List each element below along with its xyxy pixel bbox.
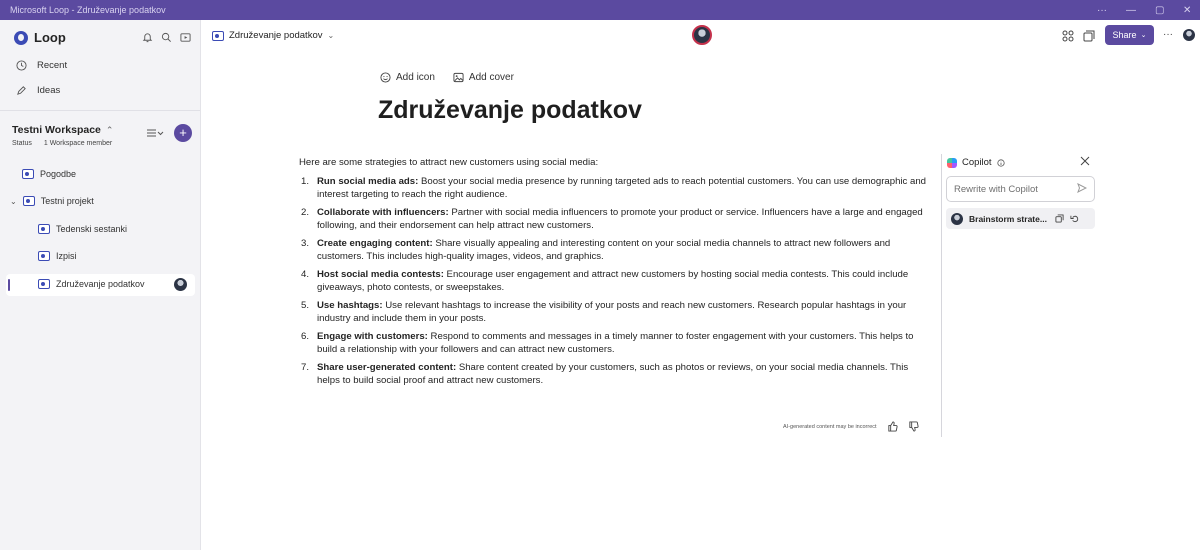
loop-page-icon	[212, 31, 224, 41]
sidebar-item-label: Recent	[37, 60, 68, 71]
ai-disclaimer-row	[783, 421, 919, 432]
share-button[interactable]	[1105, 25, 1154, 45]
list-number: 3.	[301, 238, 310, 249]
avatar	[951, 213, 963, 225]
collaborator-avatar[interactable]	[174, 278, 187, 291]
loop-page-icon	[23, 196, 35, 206]
apps-icon[interactable]	[1062, 30, 1074, 42]
bell-icon[interactable]	[142, 32, 153, 43]
tree-item-label: Pogodbe	[40, 169, 77, 179]
chevron-updown-icon: ⌃	[105, 124, 114, 135]
add-cover-button[interactable]	[453, 72, 514, 83]
list-item-text: Use relevant hashtags to increase the visibility of your posts and reach new customers. Research popular hashtags in your industry and include them in your posts.	[317, 300, 907, 324]
app-logo[interactable]	[14, 30, 66, 45]
sidebar	[0, 20, 201, 550]
list-number: 4.	[301, 269, 310, 280]
app-name: Loop	[34, 30, 66, 45]
image-icon	[453, 72, 464, 83]
workspace-members[interactable]: 1 Workspace member	[43, 140, 113, 147]
list-number: 1.	[301, 176, 310, 187]
list-number: 5.	[301, 300, 310, 311]
sidebar-top-actions	[142, 32, 191, 43]
strategy-list	[299, 175, 929, 387]
copilot-history-label: Brainstorm strate...	[969, 213, 1047, 224]
copilot-history-item[interactable]	[946, 208, 1095, 229]
tree-item-label: Tedenski sestanki	[56, 224, 128, 234]
workspace-switcher[interactable]	[12, 124, 113, 136]
list-item-heading: Share user-generated content:	[317, 362, 457, 373]
sidebar-item-ideas[interactable]	[16, 85, 60, 96]
add-cover-label: Add cover	[468, 72, 514, 83]
tree-item-izpisi[interactable]	[38, 251, 77, 261]
close-icon[interactable]	[1080, 156, 1090, 166]
thumbs-down-icon[interactable]	[908, 421, 919, 432]
copilot-title: Copilot	[962, 157, 992, 168]
media-icon[interactable]	[180, 32, 191, 43]
list-item-text: Respond to comments and messages in a timely manner to foster engagement with your customers. This helps to build a relationship with your followers and can attract new customers.	[317, 331, 914, 355]
list-item	[299, 175, 929, 201]
list-item	[299, 237, 929, 263]
list-item-heading: Collaborate with influencers:	[317, 207, 449, 218]
selected-indicator	[8, 279, 10, 291]
list-item	[299, 206, 929, 232]
tree-item-tedenski-sestanki[interactable]	[38, 224, 127, 234]
list-item	[299, 299, 929, 325]
content-intro: Here are some strategies to attract new customers using social media:	[299, 157, 599, 168]
info-icon[interactable]	[997, 159, 1005, 167]
sidebar-divider	[0, 110, 200, 111]
copilot-divider	[941, 154, 942, 437]
add-icon-button[interactable]	[380, 72, 435, 83]
window-close-button[interactable]: ✕	[1183, 4, 1192, 16]
page-breadcrumb[interactable]	[212, 30, 334, 41]
window-maximize-button[interactable]: ▢	[1155, 4, 1165, 16]
window-minimize-button[interactable]: —	[1126, 4, 1136, 16]
workspace-name: Testni Workspace	[12, 124, 101, 136]
undo-icon[interactable]	[1070, 214, 1079, 223]
loop-page-icon	[38, 224, 50, 234]
copilot-input-placeholder: Rewrite with Copilot	[954, 183, 1038, 195]
ai-disclaimer: AI-generated content may be incorrect	[783, 423, 877, 430]
sidebar-item-label: Ideas	[37, 85, 61, 96]
list-item-text: Boost your social media presence by running targeted ads to reach potential customers. You can use demographic and interest targeting to reach the right audience.	[317, 176, 927, 200]
list-item	[299, 330, 929, 356]
loop-page-icon	[22, 169, 34, 179]
list-item-heading: Host social media contests:	[317, 269, 444, 280]
page-content[interactable]	[299, 156, 929, 392]
tree-item-label: Izpisi	[56, 251, 77, 261]
list-number: 2.	[301, 207, 310, 218]
page-header-actions	[380, 72, 514, 83]
more-options-button[interactable]: ···	[1163, 29, 1173, 40]
list-item	[299, 361, 929, 387]
search-icon[interactable]	[161, 32, 172, 43]
window-title: Microsoft Loop - Združevanje podatkov	[10, 5, 166, 15]
copilot-logo-icon	[947, 158, 957, 168]
copy-page-icon[interactable]	[1083, 30, 1095, 42]
list-item-text: Encourage user engagement and attract new customers by hosting social media contests. This could include giveaways, photo contests, or sweepstakes.	[317, 269, 909, 293]
tree-item-label: Združevanje podatkov	[56, 279, 145, 289]
tree-item-testni-projekt[interactable]	[10, 196, 94, 206]
tree-item-pogodbe[interactable]	[22, 169, 76, 179]
user-avatar[interactable]	[1183, 29, 1195, 41]
workspace-actions	[146, 124, 192, 142]
list-item-heading: Engage with customers:	[317, 331, 428, 342]
page-breadcrumb-label: Združevanje podatkov	[229, 30, 323, 41]
window-more-button[interactable]: ···	[1097, 4, 1107, 16]
window-titlebar	[0, 0, 1200, 20]
list-number: 6.	[301, 331, 310, 342]
workspace-meta	[12, 140, 112, 147]
add-page-button[interactable]: +	[174, 124, 192, 142]
list-item-heading: Create engaging content:	[317, 238, 433, 249]
chevron-down-icon: ⌄	[327, 31, 335, 40]
add-icon-label: Add icon	[396, 72, 435, 83]
copilot-input[interactable]	[946, 176, 1095, 202]
copilot-header	[947, 157, 1005, 168]
list-item-text: Share content created by your customers, such as photos or reviews, on your social media channels. This helps to build social proof and attract new customers.	[317, 362, 909, 386]
thumbs-up-icon[interactable]	[887, 421, 898, 432]
send-icon[interactable]	[1077, 183, 1087, 193]
sidebar-item-recent[interactable]	[16, 60, 67, 71]
loop-logo-icon	[14, 31, 28, 45]
presence-avatar[interactable]	[692, 25, 712, 45]
tree-item-label: Testni projekt	[40, 196, 94, 206]
clock-icon	[16, 60, 27, 71]
pen-icon	[16, 85, 27, 96]
chevron-down-icon[interactable]: ⌄	[10, 196, 17, 206]
chevron-down-icon: ⌄	[1140, 32, 1147, 39]
list-item-text: Share visually appealing and interesting content on your social media channels to attract new followers and customers. This includes high-quality images, videos, and graphics.	[317, 238, 891, 262]
list-item-heading: Use hashtags:	[317, 300, 383, 311]
smiley-icon	[380, 72, 391, 83]
workspace-status[interactable]: Status	[12, 140, 32, 147]
loop-page-icon	[38, 251, 50, 261]
list-item-heading: Run social media ads:	[317, 176, 419, 187]
loop-page-icon	[38, 279, 50, 289]
list-number: 7.	[301, 362, 310, 373]
sort-menu-icon[interactable]	[146, 128, 164, 138]
tree-item-zdruzevanje-podatkov[interactable]	[38, 279, 145, 289]
list-item	[299, 268, 929, 294]
page-title[interactable]: Združevanje podatkov	[378, 96, 642, 124]
share-label: Share	[1112, 30, 1137, 40]
copy-icon[interactable]	[1055, 214, 1064, 223]
list-item-text: Partner with social media influencers to promote your product or service. Influencers have a large and engaged following, and their endorsement can help attract new customers.	[317, 207, 923, 231]
